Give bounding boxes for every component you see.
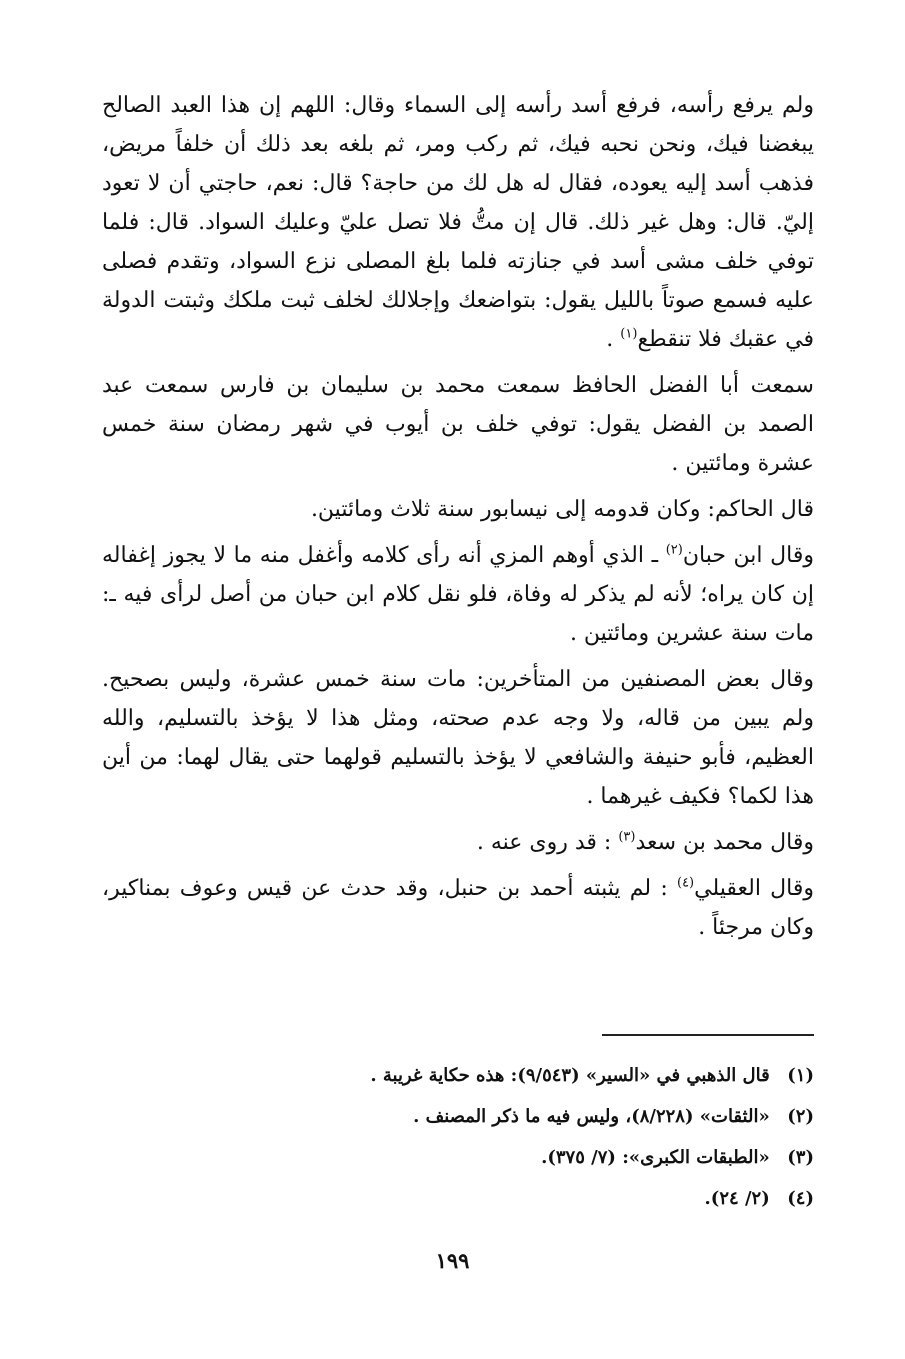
- footnote-number: (٤): [787, 1188, 814, 1209]
- footnote-text: «الثقات» (٨/٢٢٨)، وليس فيه ما ذكر المصنف .: [413, 1106, 770, 1127]
- footnote-text: قال الذهبي في «السير» (٩/٥٤٣): هذه حكاية غريبة .: [370, 1065, 770, 1086]
- paragraph-text: وقال ابن حبان: [682, 543, 814, 568]
- paragraph-text-tail: .: [606, 327, 621, 352]
- paragraph-text: قال الحاكم: وكان قدومه إلى نيسابور سنة ثلاث ومائتين.: [310, 497, 814, 522]
- footnote-number: (٢): [787, 1106, 814, 1127]
- footnote-reference: (٢): [665, 542, 683, 558]
- paragraph-text-tail: ـ الذي أوهم المزي أنه رأى كلامه وأغفل منه ما لا يجوز إغفاله إن كان يراه؛ لأنه لم يذكر له وفاة، فلو نقل كلام ابن حبان من أصل لرأى فيه ـ: مات سنة عشرين ومائتين .: [102, 543, 814, 646]
- paragraph-text: وقال بعض المصنفين من المتأخرين: مات سنة خمس عشرة، وليس بصحيح. ولم يبين من قاله، ولا وجه عدم صحته، ومثل هذا لا يؤخذ بالتسليم، والله العظيم، فأبو حنيفة والشافعي لا يؤخذ بالتسليم قولهما حتى يقال لهما: من أين هذا لكما؟ فكيف غيرهما .: [102, 667, 814, 809]
- page-number: ١٩٩: [435, 1248, 470, 1273]
- paragraph: [102, 366, 814, 483]
- paragraph: [102, 823, 814, 862]
- footnote: [300, 1096, 814, 1137]
- paragraph: [102, 660, 814, 816]
- footnote: [300, 1055, 814, 1096]
- paragraph: [102, 490, 814, 529]
- paragraph: [102, 536, 814, 653]
- footnote: [300, 1137, 814, 1178]
- paragraph: [102, 86, 814, 359]
- paragraph-text-tail: : لم يثبته أحمد بن حنبل، وقد حدث عن قيس وعوف بمناكير، وكان مرجئاً .: [102, 876, 814, 940]
- footnote-number: (٣): [787, 1147, 814, 1168]
- footnote-text: (٢/ ٢٤).: [704, 1188, 770, 1209]
- footnote-number: (١): [787, 1065, 814, 1086]
- paragraph: [102, 869, 814, 947]
- footnote-reference: (٤): [676, 875, 695, 891]
- footnotes: [300, 1055, 814, 1219]
- paragraph-text: سمعت أبا الفضل الحافظ سمعت محمد بن سليمان بن فارس سمعت عبد الصمد بن الفضل يقول: توفي خلف بن أيوب في شهر رمضان سنة خمس عشرة ومائتين .: [102, 373, 814, 476]
- paragraph-text: وقال محمد بن سعد: [635, 830, 814, 855]
- main-text: [102, 86, 814, 954]
- footnote-divider: [602, 1034, 814, 1036]
- paragraph-text-tail: : قد روى عنه .: [476, 830, 619, 855]
- footnote-reference: (١): [620, 326, 638, 342]
- footnote-text: «الطبقات الكبرى»: (٧/ ٣٧٥).: [541, 1147, 770, 1168]
- paragraph-text: ولم يرفع رأسه، فرفع أسد رأسه إلى السماء وقال: اللهم إن هذا العبد الصالح يبغضنا فيك، ونحن نحبه فيك، ثم ركب ومر، ثم بلغه بعد ذلك أن خلفاً مريض، فذهب أسد إليه يعوده، فقال له هل لك من حاجة؟ قال: نعم، حاجتي أن لا تعود إليّ. قال: وهل غير ذلك. قال إن متُّ فلا تصل عليّ وعليك السواد. قال: فلما توفي خلف مشى أسد في جنازته فلما بلغ المصلى نزع السواد، وتقدم فصلى عليه فسمع صوتاً بالليل يقول: بتواضعك وإجلالك لخلف ثبت ملكك وثبتت الدولة في عقبك فلا تنقطع: [102, 93, 814, 352]
- footnote-reference: (٣): [618, 829, 636, 845]
- footnote: [300, 1178, 814, 1219]
- paragraph-text: وقال العقيلي: [694, 876, 815, 901]
